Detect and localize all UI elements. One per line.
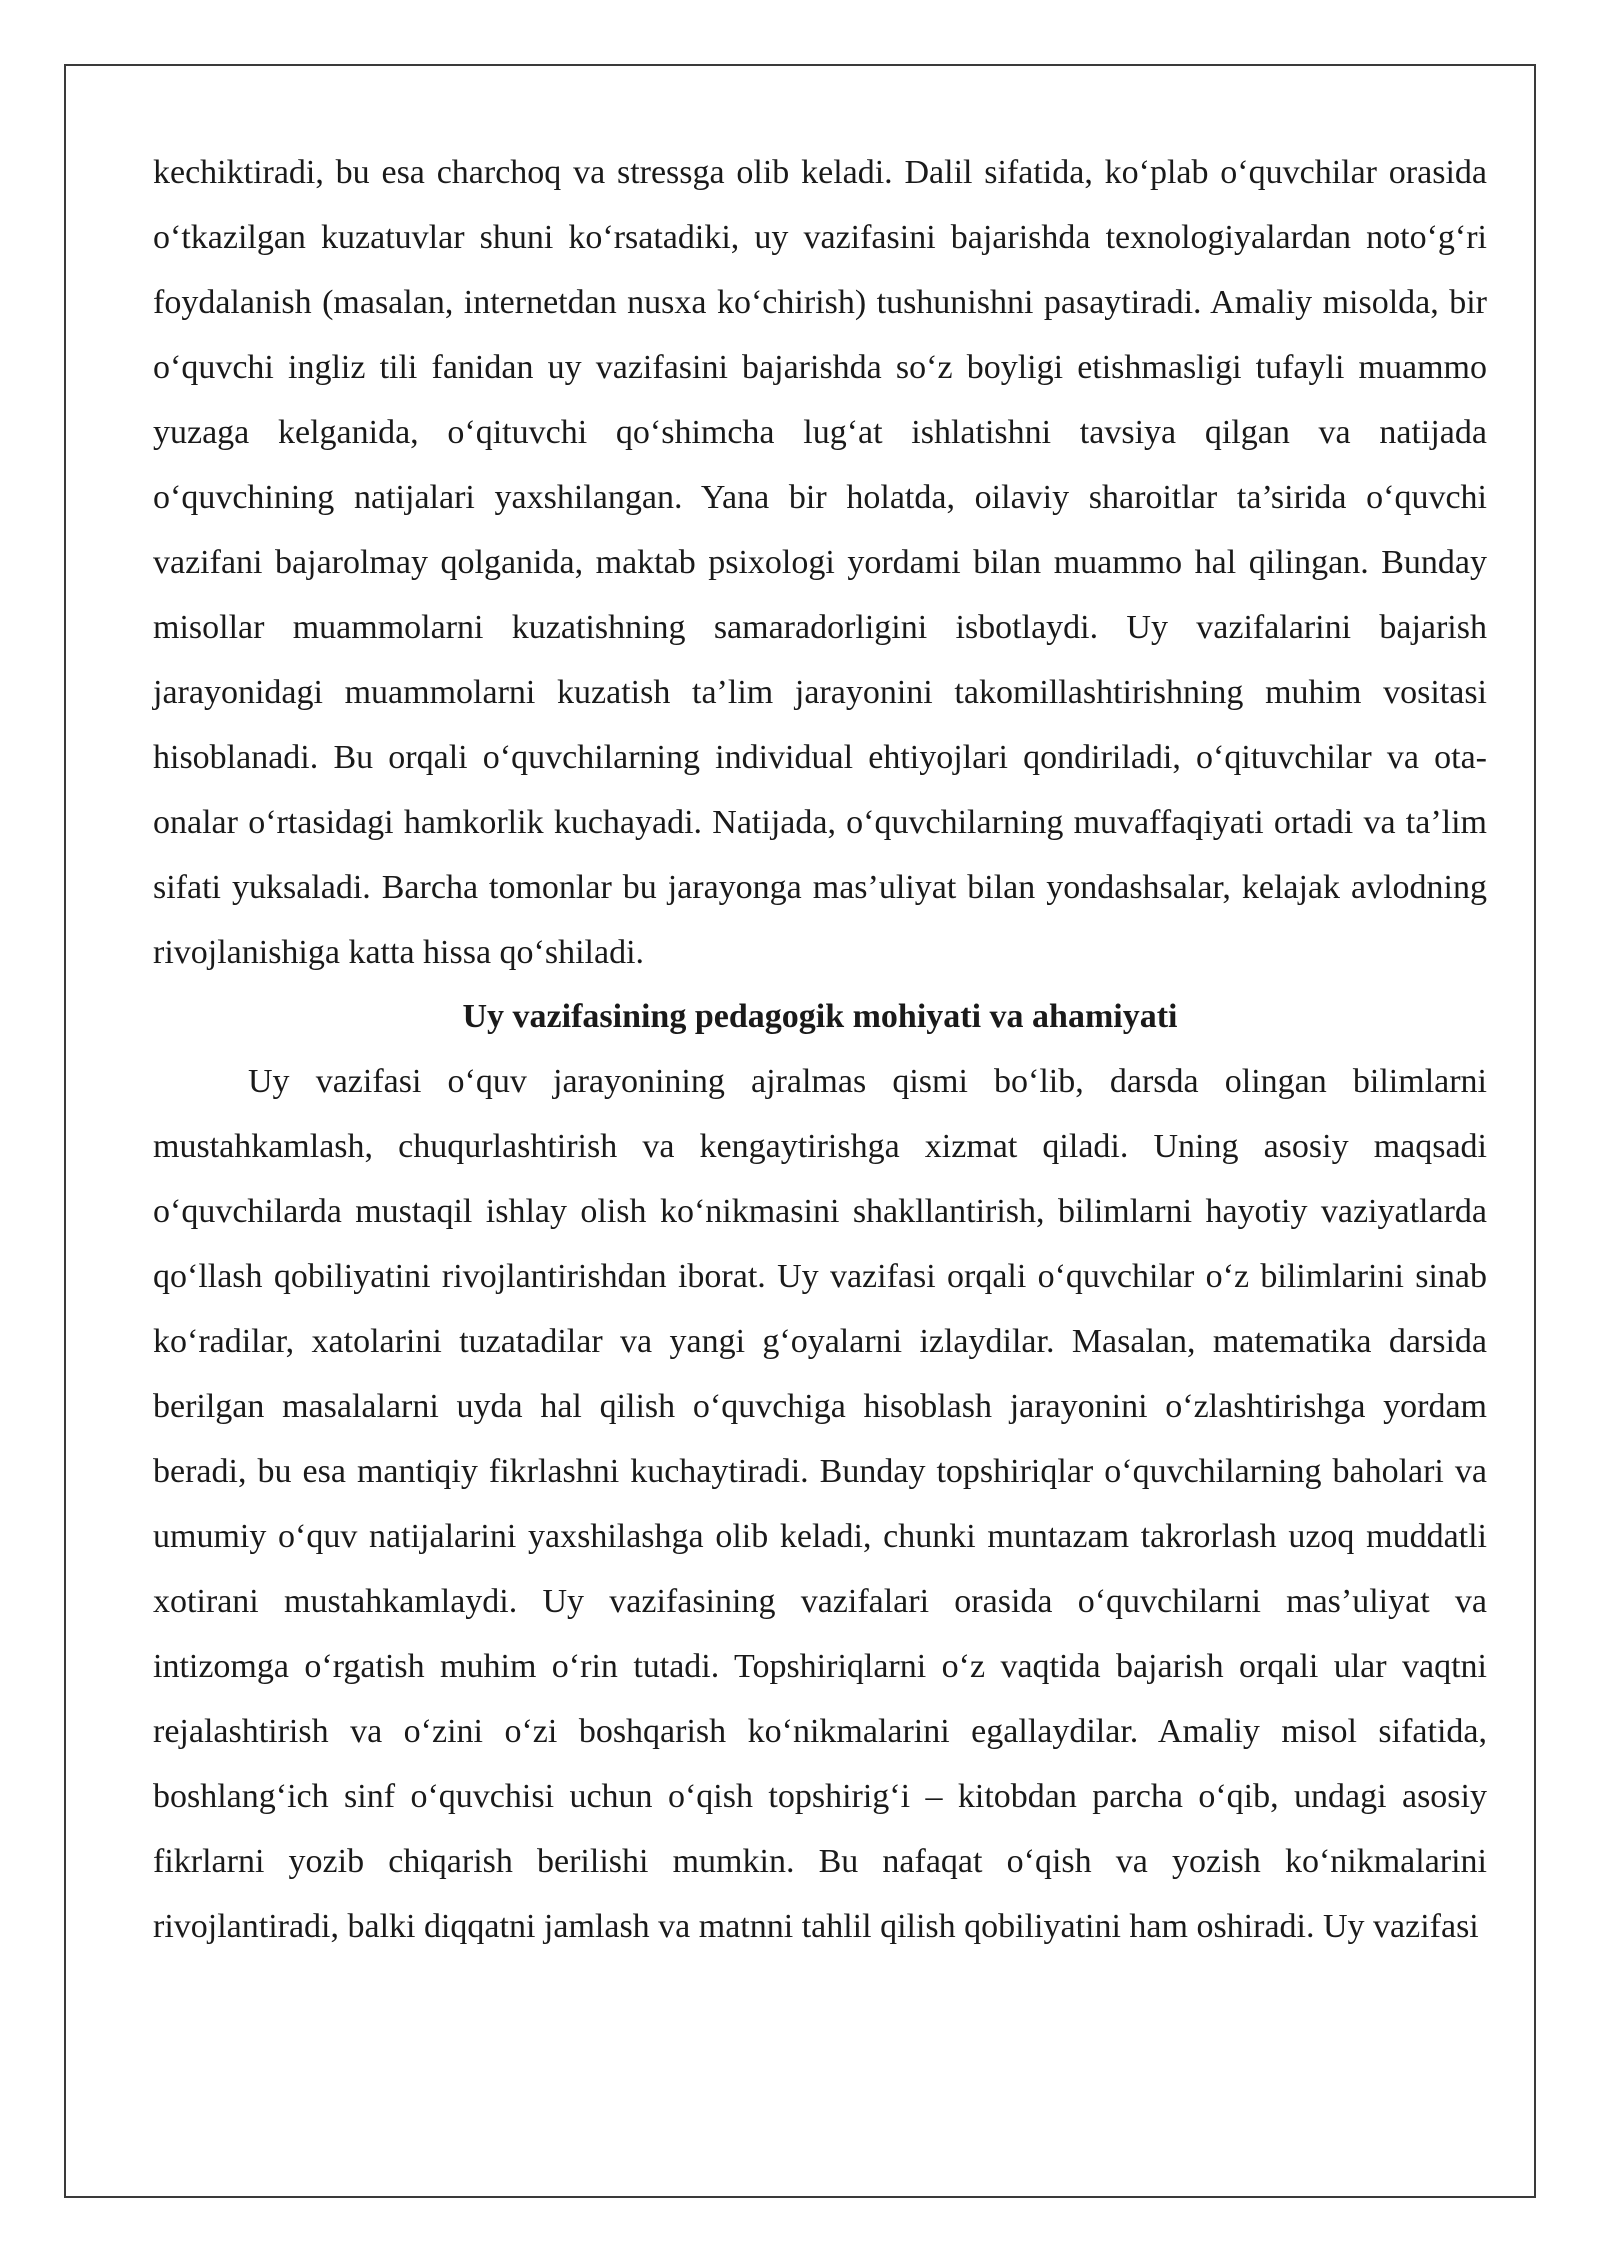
- paragraph-body-1: kechiktiradi, bu esa charchoq va stressga olib keladi. Dalil sifatida, ko‘plab o‘quvchilar orasida o‘tkazilgan kuzatuvlar shuni ko‘rsatadiki, uy vazifasini bajarishda texnologiyalardan noto‘g‘ri foydalanish (masalan, internetdan nusxa ko‘chirish) tushunishni pasaytiradi. Amaliy misolda, bir o‘quvchi ingliz tili fanidan uy vazifasini bajarishda so‘z boyligi etishmasligi tufayli muammo yuzaga kelganida, o‘qituvchi qo‘shimcha lug‘at ishlatishni tavsiya qilgan va natijada o‘quvchining natijalari yaxshilangan. Yana bir holatda, oilaviy sharoitlar ta’sirida o‘quvchi vazifani bajarolmay qolganida, maktab psixologi yordami bilan muammo hal qilingan. Bunday misollar muammolarni kuzatishning samaradorligini isbotlaydi. Uy vazifalarini bajarish jarayonidagi muammolarni kuzatish ta’lim jarayonini takomillashtirishning muhim vositasi hisoblanadi. Bu orqali o‘quvchilarning individual ehtiyojlari qondiriladi, o‘qituvchilar va ota-onalar o‘rtasidagi hamkorlik kuchayadi. Natijada, o‘quvchilarning muvaffaqiyati ortadi va ta’lim sifati yuksaladi. Barcha tomonlar bu jarayonga mas’uliyat bilan yondashsalar, kelajak avlodning rivojlanishiga katta hissa qo‘shiladi.: [153, 154, 1487, 971]
- paragraph-body-2: Uy vazifasi o‘quv jarayonining ajralmas qismi bo‘lib, darsda olingan bilimlarni mustahkamlash, chuqurlashtirish va kengaytirishga xizmat qiladi. Uning asosiy maqsadi o‘quvchilarda mustaqil ishlay olish ko‘nikmasini shakllantirish, bilimlarni hayotiy vaziyatlarda qo‘llash qobiliyatini rivojlantirishdan iborat. Uy vazifasi orqali o‘quvchilar o‘z bilimlarini sinab ko‘radilar, xatolarini tuzatadilar va yangi g‘oyalarni izlaydilar. Masalan, matematika darsida berilgan masalalarni uyda hal qilish o‘quvchiga hisoblash jarayonini o‘zlashtirishga yordam beradi, bu esa mantiqiy fikrlashni kuchaytiradi. Bunday topshiriqlar o‘quvchilarning baholari va umumiy o‘quv natijalarini yaxshilashga olib keladi, chunki muntazam takrorlash uzoq muddatli xotirani mustahkamlaydi. Uy vazifasining vazifalari orasida o‘quvchilarni mas’uliyat va intizomga o‘rgatish muhim o‘rin tutadi. Topshiriqlarni o‘z vaqtida bajarish orqali ular vaqtni rejalashtirish va o‘zini o‘zi boshqarish ko‘nikmalarini egallaydilar. Amaliy misol sifatida, boshlang‘ich sinf o‘quvchisi uchun o‘qish topshirig‘i – kitobdan parcha o‘qib, undagi asosiy fikrlarni yozib chiqarish berilishi mumkin. Bu nafaqat o‘qish va yozish ko‘nikmalarini rivojlantiradi, balki diqqatni jamlash va matnni tahlil qilish qobiliyatini ham oshiradi. Uy vazifasi: [153, 1063, 1487, 1945]
- document-body: [153, 140, 1487, 1959]
- section-heading: Uy vazifasining pedagogik mohiyati va ahamiyati: [462, 998, 1178, 1035]
